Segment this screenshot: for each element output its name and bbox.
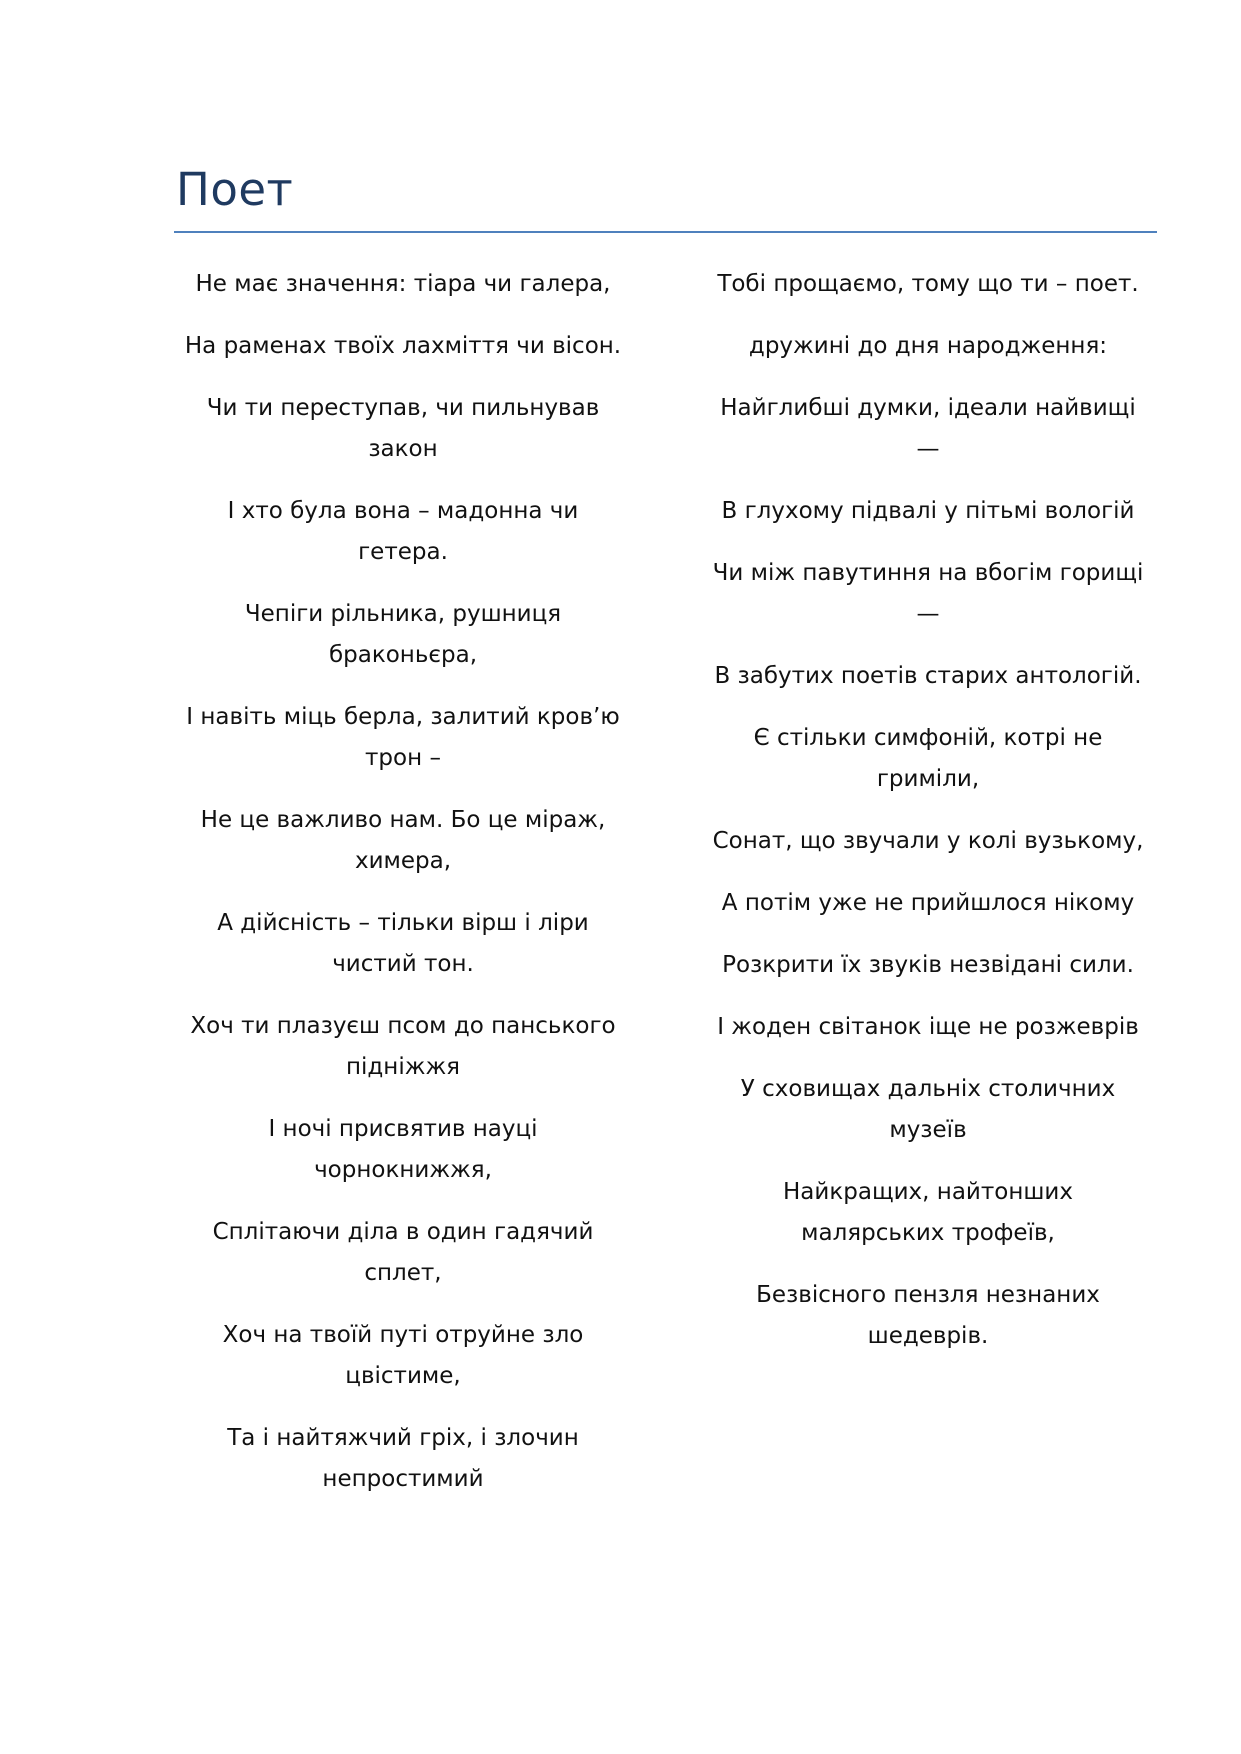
poem-line: І ночі присвятив науці чорнокнижжя,: [268, 1116, 538, 1183]
poem-line: А потім уже не прийшлося нікому: [721, 890, 1135, 916]
poem-line: Чи між павутиння на вбогім горищі —: [712, 560, 1144, 627]
poem-line: І жоден світанок іще не розжеврів: [717, 1014, 1139, 1040]
poem-line: Не це важливо нам. Бо це міраж, химера,: [200, 807, 606, 874]
poem-line: Хоч на твоїй путі отруйне зло цвістиме,: [222, 1322, 584, 1389]
poem-line: Чепіги рільника, рушниця браконьєра,: [244, 601, 562, 668]
poem-line: Є стільки симфоній, котрі не гриміли,: [753, 725, 1103, 792]
poem-line: Хоч ти плазуєш псом до панського підніжжя: [190, 1013, 616, 1080]
poem-line: І хто була вона – мадонна чи гетера.: [227, 498, 579, 565]
poem-line: В глухому підвалі у пітьмі вологій: [721, 498, 1135, 524]
poem-line: Розкрити їх звуків незвідані сили.: [722, 952, 1134, 978]
poem-line: Безвісного пензля незнаних шедеврів.: [756, 1282, 1100, 1349]
poem-line: В забутих поетів старих антологій.: [714, 663, 1142, 689]
poem-line: Сплітаючи діла в один гадячий сплет,: [212, 1219, 594, 1286]
poem-line: І навіть міць берла, залитий кров’ю трон –: [186, 704, 620, 771]
poem-line: дружині до дня народження:: [748, 333, 1108, 359]
poem-line: Сонат, що звучали у колі вузькому,: [712, 828, 1144, 854]
poem-column-left: [173, 264, 633, 1521]
poem-line: У сховищах дальніх столичних музеїв: [740, 1076, 1116, 1143]
poem-line: Та і найтяжчий гріх, і злочин непростимий: [227, 1425, 579, 1492]
poem-line: Найкращих, найтонших малярських трофеїв,: [783, 1179, 1073, 1246]
poem-column-right: [698, 264, 1158, 1378]
title-divider: [174, 231, 1157, 233]
poem-line: Не має значення: тіара чи галера,: [195, 271, 611, 297]
poem-line: А дійсність – тільки вірш і ліри чистий тон.: [217, 910, 589, 977]
poem-line: На раменах твоїх лахміття чи вісон.: [184, 333, 622, 359]
page-title: Поет: [176, 163, 294, 216]
poem-line: Найглибші думки, ідеали найвищі —: [720, 395, 1136, 462]
poem-line: Чи ти переступав, чи пильнував закон: [206, 395, 600, 462]
poem-line: Тобі прощаємо, тому що ти – поет.: [717, 271, 1139, 297]
